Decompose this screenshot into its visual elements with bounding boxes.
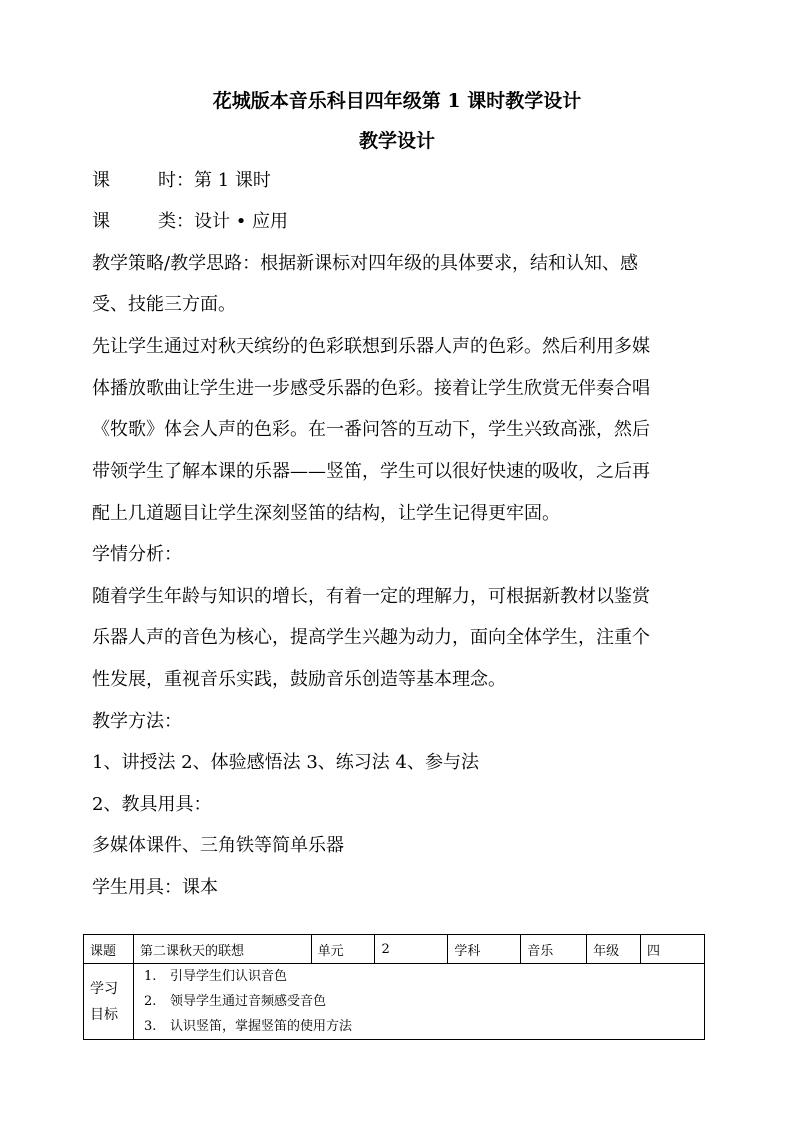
strategy-line-1: 教学策略/教学思路：根据新课标对四年级的具体要求，结和认知、感 xyxy=(92,253,639,274)
paragraph-line-1: 先让学生通过对秋天缤纷的色彩联想到乐器人声的色彩。然后利用多媒 xyxy=(92,336,650,357)
goal-number: 2. xyxy=(143,994,157,1009)
goals-label-line: 目标 xyxy=(90,1006,118,1023)
table-row xyxy=(84,964,705,1040)
goals-cell xyxy=(133,964,704,1040)
goals-label-line: 学习 xyxy=(90,980,118,997)
lesson-period-value: 第 1 课时 xyxy=(194,170,271,191)
student-tools: 学生用具：课本 xyxy=(92,877,218,898)
lesson-info-table xyxy=(83,934,705,1040)
paragraph-line-3: 《牧歌》体会人声的色彩。在一番问答的互动下，学生兴致高涨，然后 xyxy=(92,419,650,440)
document-subtitle: 教学设计 xyxy=(358,130,435,152)
unit-label-cell: 单元 xyxy=(311,935,375,964)
analysis-heading: 学情分析： xyxy=(92,544,182,565)
document-title: 花城版本音乐科目四年级第 1 课时教学设计 xyxy=(212,90,582,112)
strategy-line-2: 受、技能三方面。 xyxy=(92,294,236,315)
tools-value: 多媒体课件、三角铁等简单乐器 xyxy=(92,835,344,856)
topic-cell: 第二课秋天的联想 xyxy=(133,935,311,964)
subject-label-cell: 学科 xyxy=(448,935,521,964)
lesson-type-row xyxy=(92,208,712,236)
lesson-type-value: 设计 • 应用 xyxy=(194,211,289,232)
unit-cell: 2 xyxy=(375,935,448,964)
goal-number: 1. xyxy=(143,969,157,984)
subject-cell: 音乐 xyxy=(521,935,587,964)
list-item xyxy=(144,964,694,989)
goals-label-cell xyxy=(84,964,134,1040)
lesson-period-row xyxy=(92,167,712,195)
goals-list xyxy=(144,964,694,1039)
paragraph-line-5: 配上几道题目让学生深刻竖笛的结构，让学生记得更牢固。 xyxy=(92,503,560,524)
goal-text: 引导学生们认识音色 xyxy=(169,969,287,984)
list-item xyxy=(144,1014,694,1039)
analysis-line-1: 随着学生年龄与知识的增长，有着一定的理解力，可根据新教材以鉴赏 xyxy=(92,586,650,607)
lesson-type-key2: 类： xyxy=(158,211,194,232)
analysis-line-3: 性发展，重视音乐实践，鼓励音乐创造等基本理念。 xyxy=(92,669,506,690)
grade-label-cell: 年级 xyxy=(587,935,641,964)
lesson-period-key1: 课 xyxy=(92,170,110,191)
list-item xyxy=(144,989,694,1014)
topic-label-cell: 课题 xyxy=(84,935,134,964)
paragraph-line-4: 带领学生了解本课的乐器——竖笛，学生可以很好快速的吸收，之后再 xyxy=(92,461,650,482)
grade-cell: 四 xyxy=(641,935,705,964)
goal-text: 认识竖笛，掌握竖笛的使用方法 xyxy=(169,1019,352,1034)
tools-heading: 2、教具用具： xyxy=(92,794,212,815)
table-row xyxy=(84,935,705,964)
methods-heading: 教学方法： xyxy=(92,711,182,732)
goal-text: 领导学生通过音频感受音色 xyxy=(169,994,326,1009)
lesson-period-key2: 时： xyxy=(158,170,194,191)
goal-number: 3. xyxy=(143,1019,157,1034)
methods-list: 1、讲授法 2、体验感悟法 3、练习法 4、参与法 xyxy=(92,752,479,773)
analysis-line-2: 乐器人声的音色为核心，提高学生兴趣为动力，面向全体学生，注重个 xyxy=(92,627,650,648)
paragraph-line-2: 体播放歌曲让学生进一步感受乐器的色彩。接着让学生欣赏无伴奏合唱 xyxy=(92,378,650,399)
lesson-type-key1: 课 xyxy=(92,211,110,232)
